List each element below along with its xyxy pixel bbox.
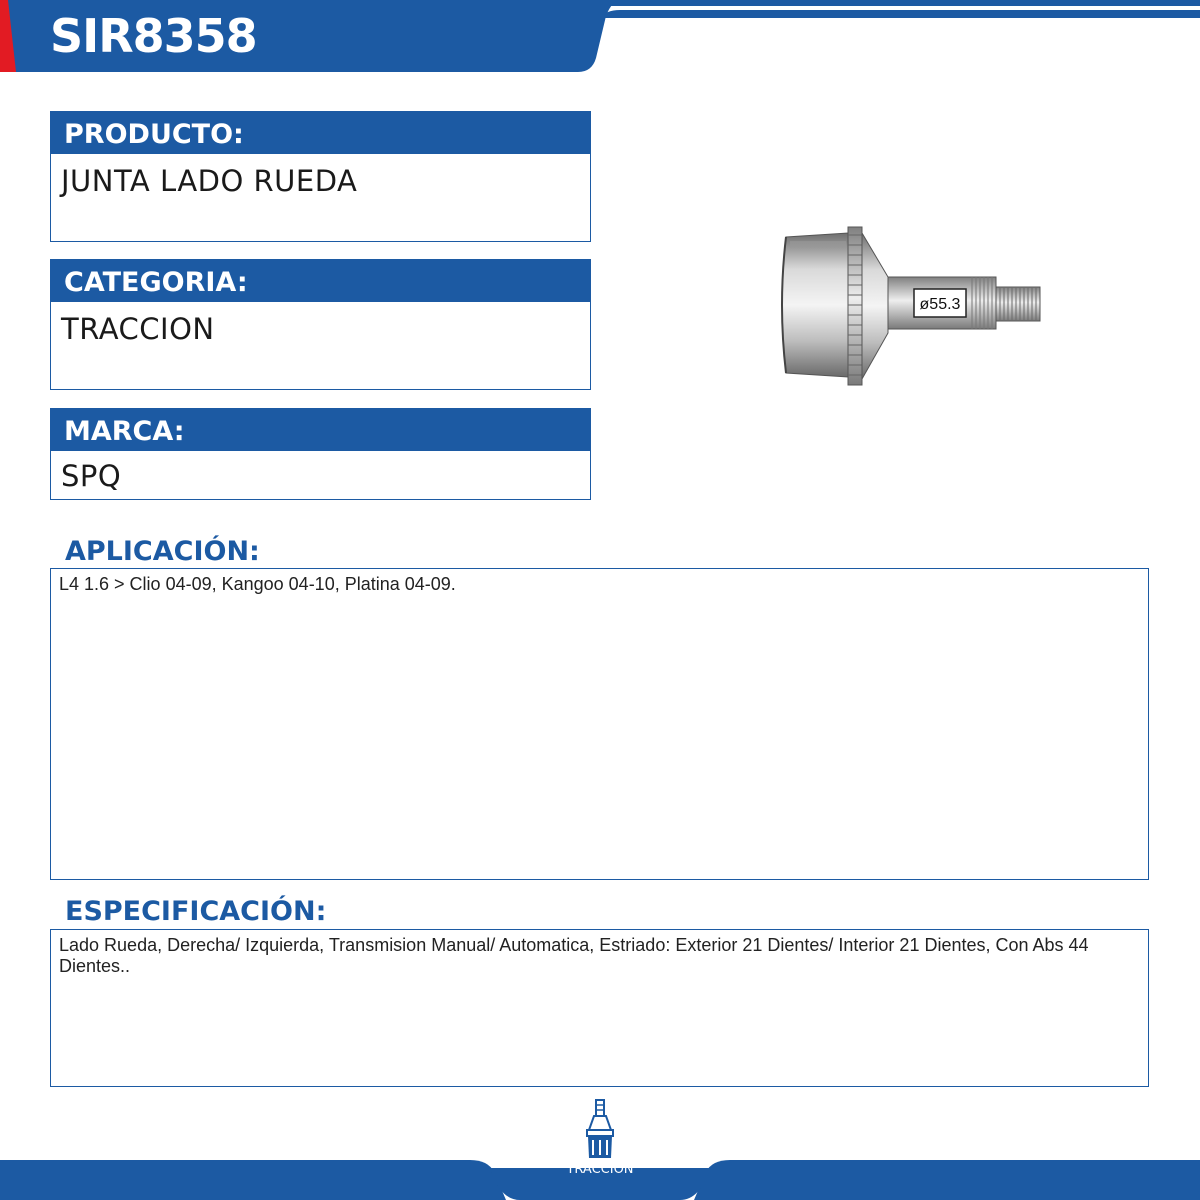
dimension-label: ø55.3 <box>919 296 961 313</box>
categoria-field <box>50 259 591 390</box>
especificacion-title: ESPECIFICACIÓN: <box>65 896 327 927</box>
categoria-value: TRACCION <box>61 312 215 346</box>
especificacion-box <box>50 929 1149 1087</box>
cv-joint-product-image <box>770 215 1060 395</box>
marca-value: SPQ <box>61 459 122 493</box>
producto-field <box>50 111 591 242</box>
footer-category-label: TRACCIÓN <box>566 1162 634 1177</box>
aplicacion-text: L4 1.6 > Clio 04-09, Kangoo 04-10, Platina 04-09. <box>59 574 456 594</box>
marca-label: MARCA: <box>51 409 590 453</box>
producto-label: PRODUCTO: <box>51 112 590 156</box>
marca-field <box>50 408 591 500</box>
categoria-label: CATEGORIA: <box>51 260 590 304</box>
cv-joint-icon <box>583 1098 617 1162</box>
product-sku: SIR8358 <box>50 9 257 63</box>
especificacion-text: Lado Rueda, Derecha/ Izquierda, Transmision Manual/ Automatica, Estriado: Exterior 21 Dientes/ Interior 21 Dientes, Con Abs 44 Dientes.. <box>59 935 1089 976</box>
aplicacion-box <box>50 568 1149 880</box>
aplicacion-title: APLICACIÓN: <box>65 536 260 567</box>
producto-value: JUNTA LADO RUEDA <box>61 164 358 198</box>
